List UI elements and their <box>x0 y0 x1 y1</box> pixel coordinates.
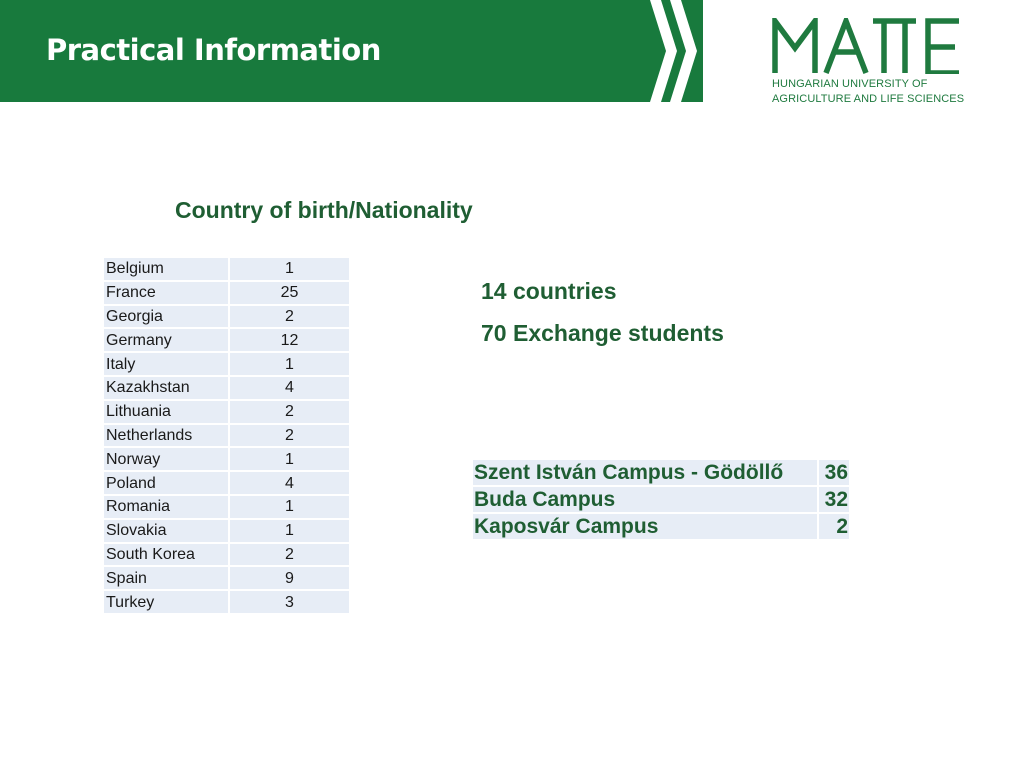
table-row <box>104 567 349 589</box>
country-name: South Korea <box>104 544 228 566</box>
table-row <box>104 448 349 470</box>
country-count: 2 <box>230 306 349 328</box>
country-table <box>102 256 351 615</box>
country-name: Italy <box>104 353 228 375</box>
country-count: 9 <box>230 567 349 589</box>
countries-count: 14 countries <box>481 278 617 304</box>
country-count: 4 <box>230 472 349 494</box>
campus-count: 2 <box>819 514 849 539</box>
country-count: 2 <box>230 401 349 423</box>
country-name: Lithuania <box>104 401 228 423</box>
country-count: 1 <box>230 258 349 280</box>
table-row <box>104 306 349 328</box>
logo-tagline-2: AGRICULTURE AND LIFE SCIENCES <box>772 93 965 105</box>
campus-count: 32 <box>819 487 849 512</box>
campus-table <box>471 458 851 541</box>
table-row <box>104 353 349 375</box>
table-row <box>104 472 349 494</box>
table-row <box>473 487 849 512</box>
country-name: Kazakhstan <box>104 377 228 399</box>
campus-name: Szent István Campus - Gödöllő <box>473 460 817 485</box>
country-name: Netherlands <box>104 425 228 447</box>
table-row <box>104 329 349 351</box>
country-name: Germany <box>104 329 228 351</box>
page-title: Practical Information <box>46 33 381 67</box>
country-count: 4 <box>230 377 349 399</box>
country-name: Romania <box>104 496 228 518</box>
table-row <box>104 258 349 280</box>
university-logo <box>772 18 964 108</box>
country-count: 3 <box>230 591 349 613</box>
logo-tagline-1: HUNGARIAN UNIVERSITY OF <box>772 78 928 90</box>
campus-count: 36 <box>819 460 849 485</box>
country-count: 1 <box>230 353 349 375</box>
country-count: 1 <box>230 496 349 518</box>
students-count: 70 Exchange students <box>481 320 724 346</box>
table-row <box>104 401 349 423</box>
country-name: Turkey <box>104 591 228 613</box>
mate-logo-icon <box>772 18 962 74</box>
campus-name: Buda Campus <box>473 487 817 512</box>
table-row <box>104 282 349 304</box>
country-name: France <box>104 282 228 304</box>
table-row <box>104 496 349 518</box>
campus-name: Kaposvár Campus <box>473 514 817 539</box>
country-name: Georgia <box>104 306 228 328</box>
table-row <box>104 544 349 566</box>
country-name: Spain <box>104 567 228 589</box>
table-row <box>104 377 349 399</box>
country-name: Belgium <box>104 258 228 280</box>
country-count: 2 <box>230 544 349 566</box>
country-count: 12 <box>230 329 349 351</box>
country-name: Slovakia <box>104 520 228 542</box>
country-count: 1 <box>230 448 349 470</box>
country-count: 25 <box>230 282 349 304</box>
country-count: 2 <box>230 425 349 447</box>
country-name: Poland <box>104 472 228 494</box>
table-row <box>473 514 849 539</box>
chevron-decoration-icon <box>644 0 714 102</box>
section-title: Country of birth/Nationality <box>175 197 473 223</box>
table-row <box>104 425 349 447</box>
table-row <box>104 591 349 613</box>
table-row <box>473 460 849 485</box>
country-count: 1 <box>230 520 349 542</box>
country-name: Norway <box>104 448 228 470</box>
table-row <box>104 520 349 542</box>
